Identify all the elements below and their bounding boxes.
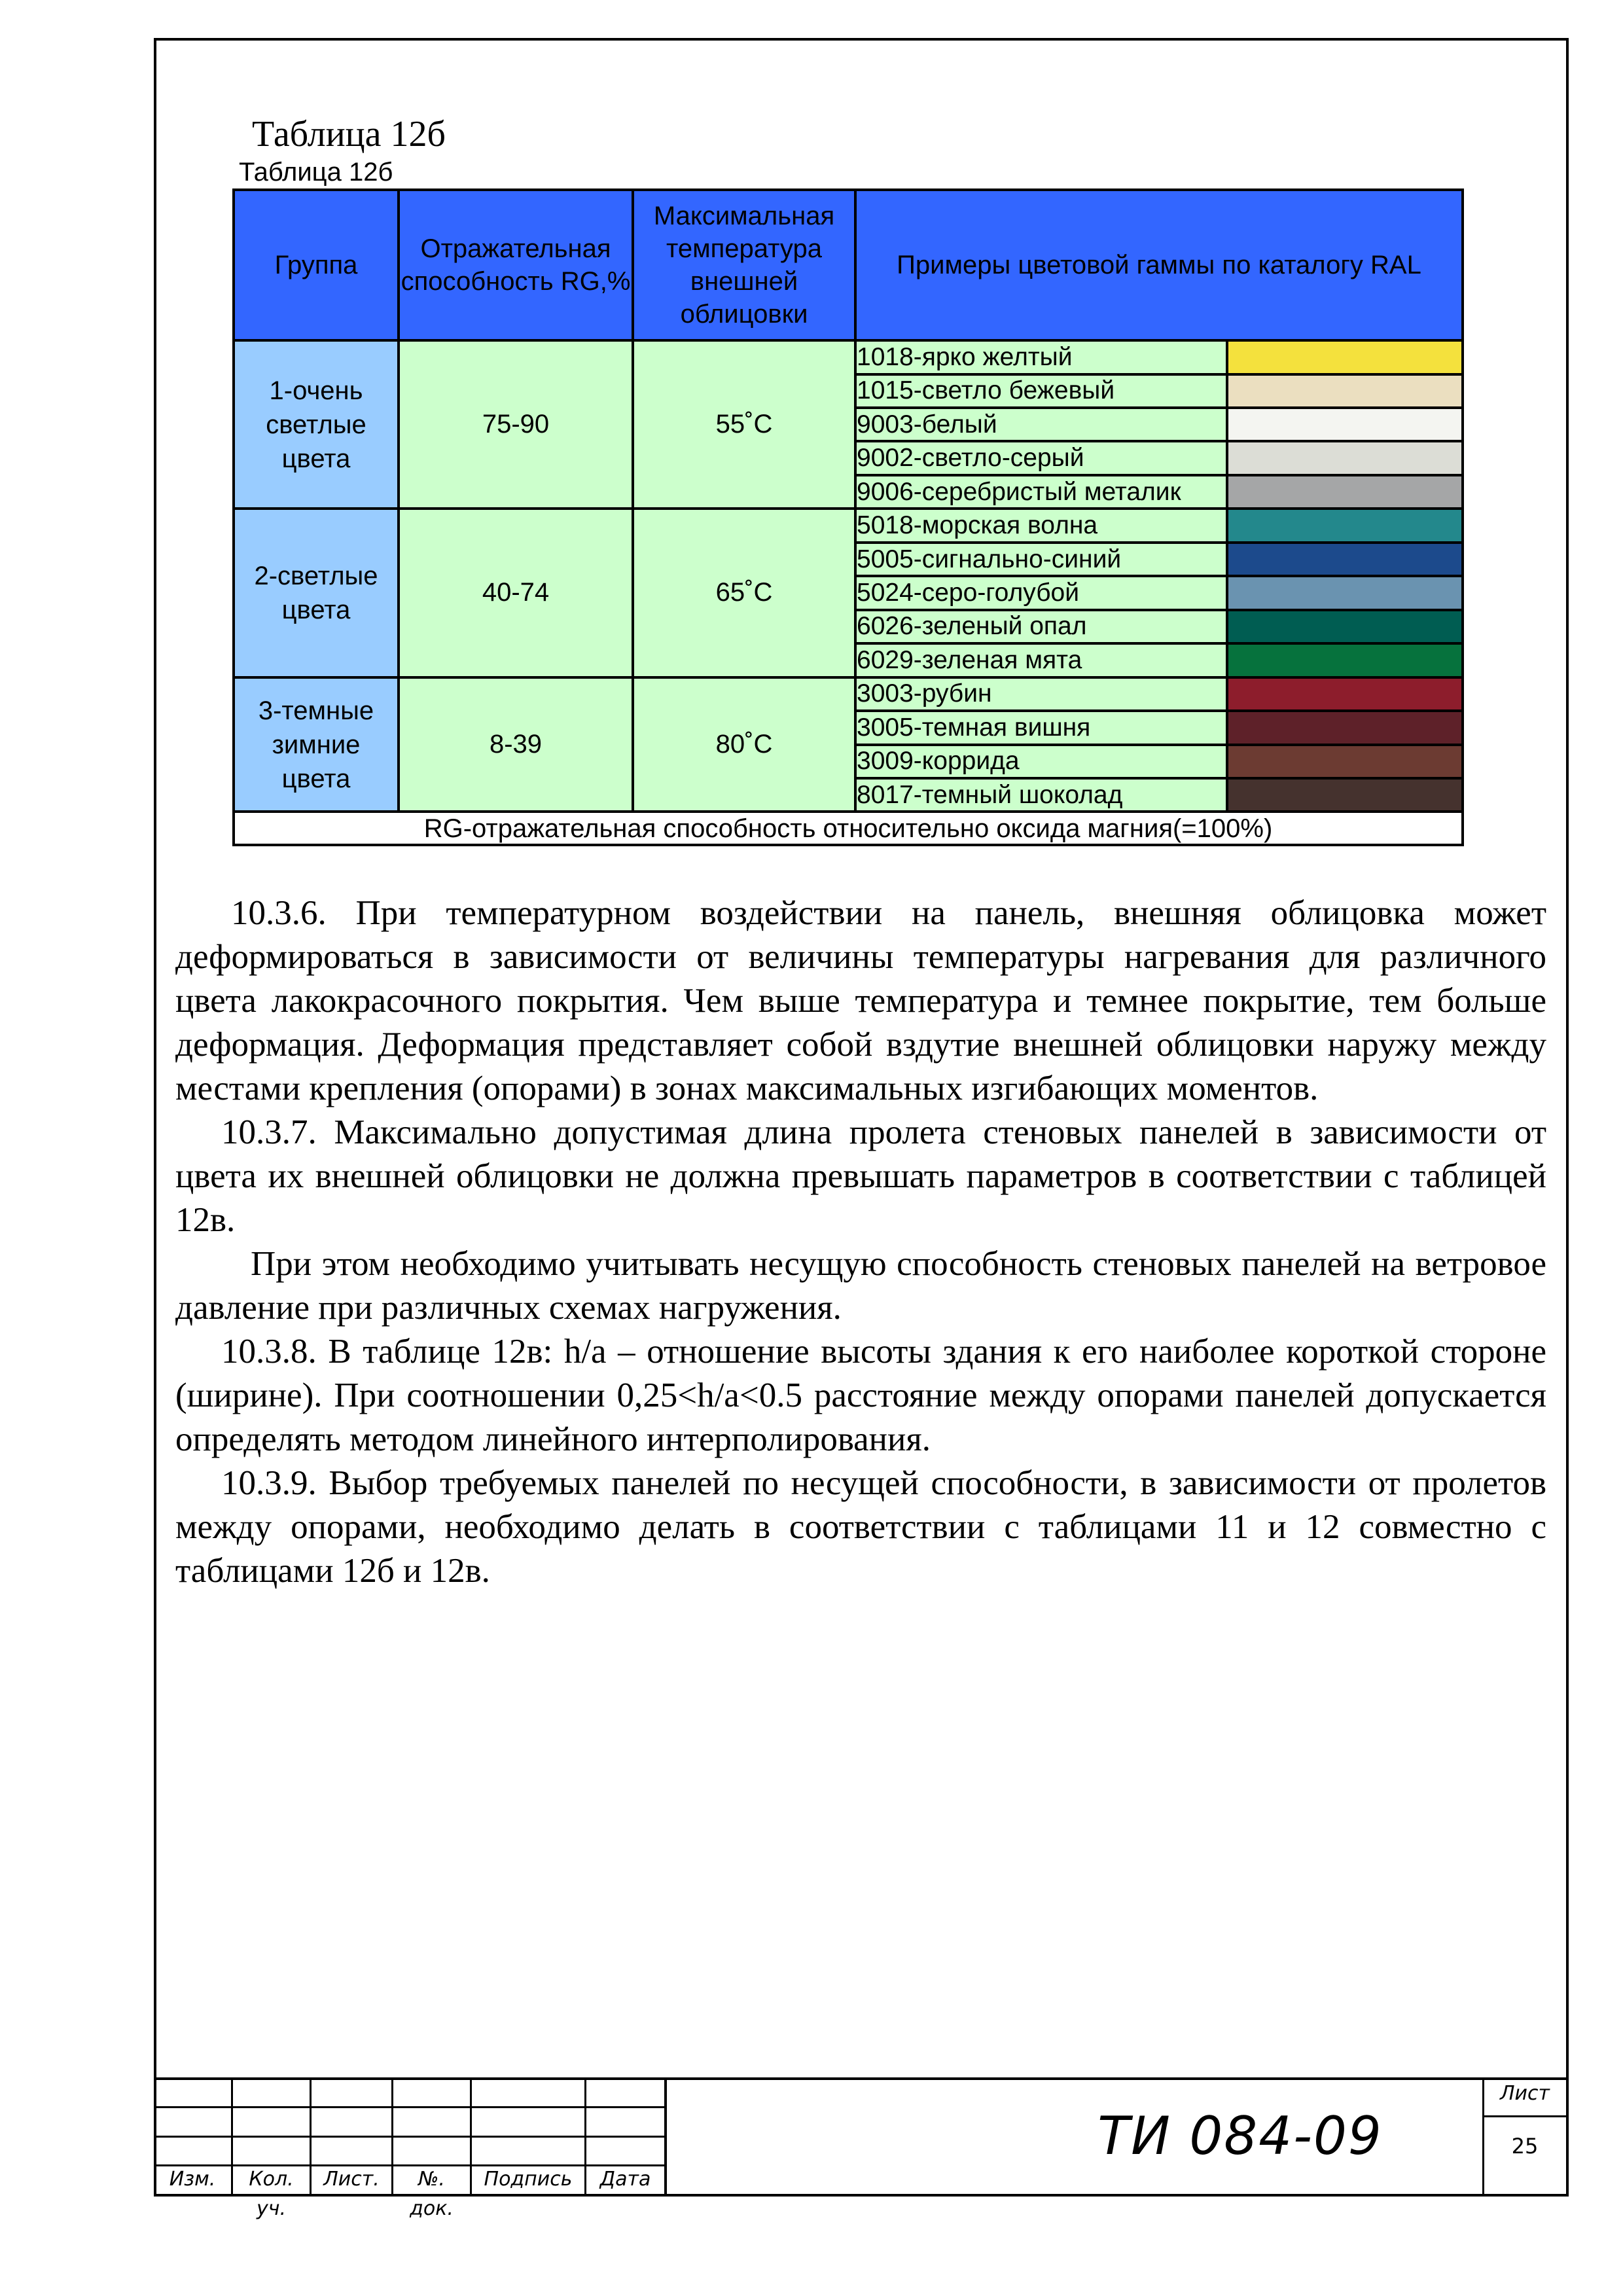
table-footnote: RG-отражательная способность относительно оксида магния(=100%) xyxy=(234,812,1463,845)
table-row xyxy=(234,340,1463,374)
paragraph-10-3-6: 10.3.6. При температурном воздействии на панель, внешняя облицовка может деформироваться в зависимости от величины температуры нагревания для различного цвета лакокрасочного покрытия. Чем выше температура и темнее покрытие, тем больше деформация. Деформация представляет собой вздутие внешней облицовки наружу между местами крепления (опорами) в зонах максимальных изгибающих моментов. xyxy=(175,894,1546,1107)
group-cell: 1-очень светлые цвета xyxy=(234,340,399,509)
color-swatch xyxy=(1227,711,1463,744)
reflectivity-cell: 75-90 xyxy=(399,340,633,509)
color-swatch xyxy=(1227,576,1463,609)
header-reflectivity: Отражательная способность RG,% xyxy=(399,190,633,340)
table-caption: Таблица 12б xyxy=(239,158,393,187)
color-swatch xyxy=(1227,643,1463,677)
color-name: 1018-ярко желтый xyxy=(855,340,1227,374)
color-swatch xyxy=(1227,408,1463,441)
temperature-cell: 65˚C xyxy=(633,509,855,677)
ral-color-table xyxy=(232,188,1461,846)
color-name: 3005-темная вишня xyxy=(855,711,1227,744)
paragraph-10-3-7: 10.3.7. Максимально допустимая длина пролета стеновых панелей в зависимости от цвета их внешней облицовки не должна превышать параметров в соответствии с таблицей 12в. xyxy=(175,1113,1546,1239)
stamp-label-doc-number: №. док. xyxy=(410,2168,454,2220)
stamp-label-date: Дата xyxy=(599,2168,651,2191)
color-swatch xyxy=(1227,610,1463,643)
color-swatch xyxy=(1227,778,1463,812)
document-code: ТИ 084-09 xyxy=(1097,2106,1383,2166)
color-name: 5018-морская волна xyxy=(855,509,1227,542)
temperature-cell: 55˚C xyxy=(633,340,855,509)
color-name: 9006-серебристый металик xyxy=(855,475,1227,509)
reflectivity-cell: 40-74 xyxy=(399,509,633,677)
temperature-cell: 80˚C xyxy=(633,677,855,812)
color-swatch xyxy=(1227,745,1463,778)
color-name: 5024-серо-голубой xyxy=(855,576,1227,609)
header-group: Группа xyxy=(234,190,399,340)
stamp-label-change: Изм. xyxy=(169,2168,216,2191)
sheet-number: 25 xyxy=(1511,2134,1539,2159)
table-footnote-row xyxy=(234,812,1463,845)
color-name: 6029-зеленая мята xyxy=(855,643,1227,677)
color-name: 9002-светло-серый xyxy=(855,441,1227,475)
page-title: Таблица 12б xyxy=(252,114,446,154)
color-name: 1015-светло бежевый xyxy=(855,374,1227,408)
color-name: 3009-коррида xyxy=(855,745,1227,778)
color-name: 8017-темный шоколад xyxy=(855,778,1227,812)
color-name: 5005-сигнально-синий xyxy=(855,543,1227,576)
header-ral-examples: Примеры цветовой гаммы по каталогу RAL xyxy=(855,190,1463,340)
color-swatch xyxy=(1227,543,1463,576)
color-name: 3003-рубин xyxy=(855,677,1227,711)
color-swatch xyxy=(1227,340,1463,374)
stamp-label-count: Кол. уч. xyxy=(249,2168,294,2220)
color-swatch xyxy=(1227,441,1463,475)
stamp-label-sheet: Лист. xyxy=(323,2168,380,2191)
reflectivity-cell: 8-39 xyxy=(399,677,633,812)
stamp-label-signature: Подпись xyxy=(484,2168,573,2191)
paragraph-10-3-9: 10.3.9. Выбор требуемых панелей по несущей способности, в зависимости от пролетов между опорами, необходимо делать в соответствии с таблицами 11 и 12 совместно с таблицами 12б и 12в. xyxy=(175,1464,1546,1590)
paragraph-10-3-8: 10.3.8. В таблице 12в: h/a – отношение высоты здания к его наиболее короткой стороне (ширине). При соотношении 0,25<h/a<0.5 расстояние между опорами панелей допускается определять методом линейного интерполирования. xyxy=(175,1333,1546,1458)
color-name: 6026-зеленый опал xyxy=(855,610,1227,643)
table-header-row xyxy=(234,190,1463,340)
color-name: 9003-белый xyxy=(855,408,1227,441)
title-block xyxy=(154,2077,1569,2220)
table-row xyxy=(234,509,1463,542)
color-swatch xyxy=(1227,509,1463,542)
group-cell: 2-светлые цвета xyxy=(234,509,399,677)
color-swatch xyxy=(1227,677,1463,711)
table-row xyxy=(234,677,1463,711)
color-swatch xyxy=(1227,374,1463,408)
sheet-label: Лист xyxy=(1499,2082,1550,2105)
color-swatch xyxy=(1227,475,1463,509)
paragraph-wind-load: При этом необходимо учитывать несущую способность стеновых панелей на ветровое давление при различных схемах нагружения. xyxy=(175,1245,1546,1327)
header-max-temp: Максимальная температура внешней облицовки xyxy=(633,190,855,340)
group-cell: 3-темные зимние цвета xyxy=(234,677,399,812)
body-text xyxy=(175,891,1546,1593)
